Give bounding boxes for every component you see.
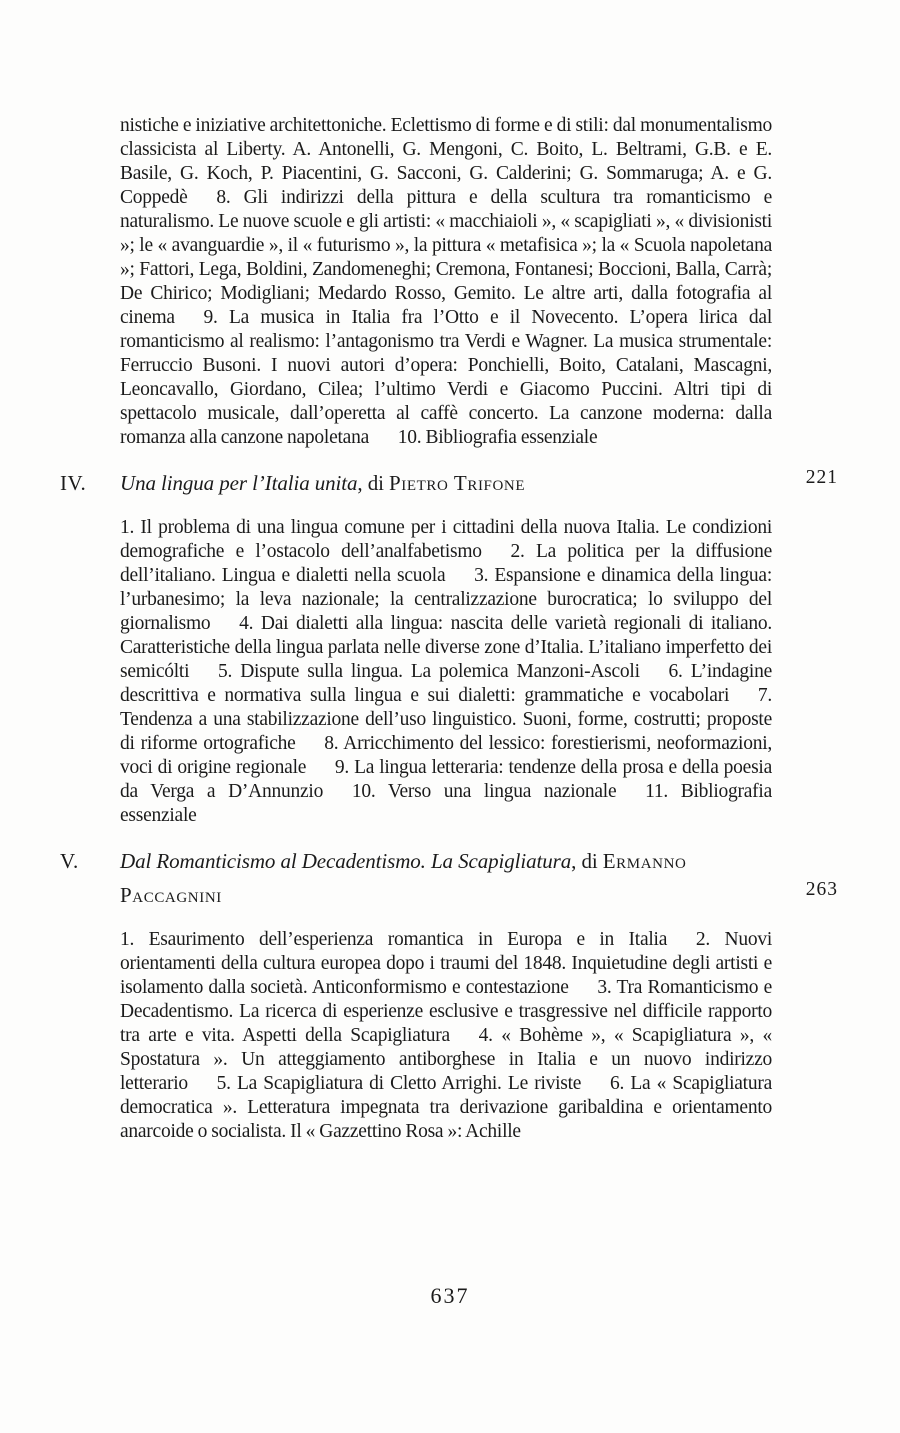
toc-content-column <box>60 0 838 1144</box>
section-iv-author: Pietro Trifone <box>389 471 526 495</box>
section-iv-number: IV. <box>60 471 87 495</box>
toc-entry-iv-summary: 1. Il problema di una lingua comune per i cittadini della nuova Italia. Le condizioni demografiche e l’ostacolo dell’analfabetismo 2. La politica per la diffusione dell’italiano. Lingua e dialetti nella scuola 3. Espansione e dinamica della lingua: l’urbanesimo; la leva nazionale; la centralizzazione burocratica; lo sviluppo del giornalismo 4. Dai dialetti alla lingua: nascita delle varietà regionali di italiano. Caratteristiche della lingua parlata nelle diverse zone d’Italia. L’italiano imperfetto dei semicólti 5. Dispute sulla lingua. La polemica Manzoni-Ascoli 6. L’indagine descrittiva e normativa sulla lingua e sui dialetti: grammatiche e vocabolari 7. Tendenza a una stabilizzazione dell’uso linguistico. Suoni, forme, costrutti; proposte di riforme ortografiche 8. Arricchimento del lessico: forestierismi, neoformazioni, voci di origine regionale 9. La lingua letteraria: tendenze della prosa e della poesia da Verga a D’Annunzio 10. Verso una lingua nazionale 11. Bibliografia essenziale <box>120 517 772 826</box>
toc-section-heading-v <box>60 844 838 912</box>
toc-section-heading-iv <box>60 466 838 500</box>
toc-entry-continuation-summary: nistiche e iniziative architettoniche. Eclettismo di forme e di stili: dal monumentalismo classicista al Liberty. A. Antonelli, G. Mengoni, C. Boito, L. Beltrami, G.B. e E. Basile, G. Koch, P. Piacentini, G. Sacconi, G. Calderini; G. Sommaruga; A. e G. Coppedè 8. Gli indirizzi della pittura e della scultura tra romanticismo e naturalismo. Le nuove scuole e gli artisti: « macchiaioli », « scapigliati », « divisionisti »; le « avanguardie », il « futurismo », la pittura « metafisica »; la « Scuola napoletana »; Fattori, Lega, Boldini, Zandomeneghi; Cremona, Fontanesi; Boccioni, Balla, Carrà; De Chirico; Modigliani; Medardo Rosso, Gemito. Le altre arti, dalla fotografia al cinema 9. La musica in Italia fra l’Otto e il Novecento. L’opera lirica dal romanticismo al realismo: l’antagonismo tra Verdi e Wagner. La musica strumentale: Ferruccio Busoni. I nuovi autori d’opera: Ponchielli, Boito, Catalani, Mascagni, Leoncavallo, Giordano, Cilea; l’ultimo Verdi e Giacomo Puccini. Altri tipi di spettacolo musicale, dall’operetta al caffè concerto. La canzone moderna: dalla romanza alla canzone napoletana 10. Bibliografia essenziale <box>120 115 772 448</box>
section-v-author: Ermanno Paccagnini <box>120 849 687 907</box>
section-v-number: V. <box>60 849 79 873</box>
section-v-connector: , di <box>571 849 603 873</box>
section-iv-title: Una lingua per l’Italia unita <box>120 471 358 495</box>
page-number-footer: 637 <box>430 1283 470 1308</box>
section-iv-page-number: 221 <box>805 467 838 488</box>
section-v-page-number: 263 <box>805 879 838 900</box>
toc-entry-v-summary: 1. Esaurimento dell’esperienza romantica in Europa e in Italia 2. Nuovi orientamenti della cultura europea dopo i traumi del 1848. Inquietudine degli artisti e isolamento dalla società. Anticonformismo e contestazione 3. Tra Romanticismo e Decadentismo. La ricerca di esperienze esclusive e trasgressive nel difficile rapporto tra arte e vita. Aspetti della Scapigliatura 4. « Bohème », « Scapigliatura », « Spostatura ». Un atteggiamento antiborghese in Italia e un nuovo indirizzo letterario 5. La Scapigliatura di Cletto Arrighi. Le riviste 6. La « Scapigliatura democratica ». Letteratura impegnata tra derivazione garibaldina e orientamento anarcoide o socialista. Il « Gazzettino Rosa »: Achille <box>120 929 772 1142</box>
section-iv-connector: , di <box>357 471 390 495</box>
section-v-title: Dal Romanticismo al Decadentismo. La Scapigliatura <box>120 849 572 873</box>
